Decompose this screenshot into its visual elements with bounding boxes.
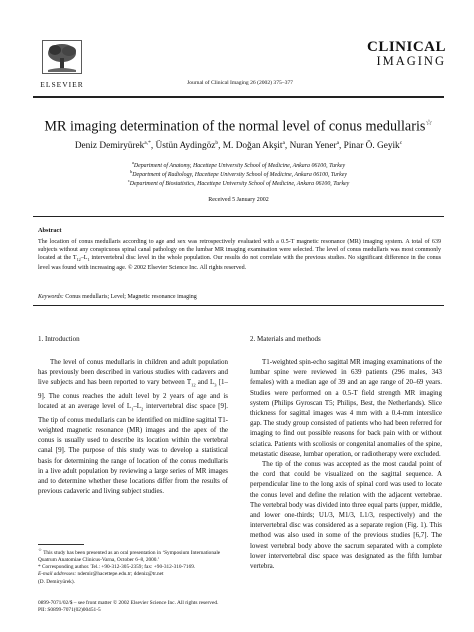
abstract-body: The location of conus medullaris according to age and sex was retrospectively evaluated with a 0.5-T magnetic resonance (MR) imaging system. A total of 639 subjects without any conspicuous spinal canal pathology on the lumbar MR imaging examination were selected. The level of conus medullaris was most commonly located at the $T_{12}-L_1$ intervertebral disc level in the whole population. Our results do not correlate with the previous studies. No significant difference in the conus level was found with increasing age. © 2002 Elsevier Science Inc. All rights reserved.: [38, 239, 442, 272]
publisher-footer-pii: PII: S0899-7071(02)00451-5: [38, 607, 101, 614]
footnote-rule: [38, 544, 84, 545]
author-separator: ,: [339, 141, 344, 152]
publisher-footer-copyright: 0899-7071/02/$ – see front matter © 2002 Elsevier Science Inc. All rights reserved.: [38, 600, 219, 606]
abstract-bottom-rule: [33, 305, 444, 306]
affiliation-a-text: Department of Anatomy, Hacettepe University School of Medicine, Ankara 06100, Turkey: [133, 162, 346, 169]
author-separator: ,: [284, 141, 290, 152]
footnote-email-owner: (D. Demiryürek).: [38, 578, 75, 585]
author-name: Deniz Demiryürek: [74, 141, 145, 152]
materials-methods-section: [250, 335, 442, 571]
article-title-block: [33, 118, 444, 136]
journal-citation: Journal of Clinical Imaging 26 (2002) 375–377: [187, 80, 293, 86]
elsevier-tree-icon: [42, 40, 82, 74]
affiliation-c-text: Department of Biostatistics, Hacettepe University School of Medicine, Ankara 06100, Turkey: [129, 180, 350, 187]
author-separator: ,: [218, 141, 223, 152]
author-name: Üstün Aydingöz: [155, 141, 216, 152]
affiliation-c: [33, 178, 444, 187]
publisher-logo: [33, 40, 91, 89]
author-name: Pinar Ö. Geyik: [343, 141, 400, 152]
footnote-email: E-mail addresses: ndemir@hacettepe.edu.tr; ddeniz@tr.net: [38, 571, 164, 578]
author-name: Nuran Yener: [289, 141, 337, 152]
keywords: [38, 294, 197, 300]
author-affiliation-mark: a,*: [144, 140, 151, 146]
keywords-label: Keywords:: [38, 294, 64, 300]
abstract-top-rule: [33, 216, 444, 217]
affiliation-b-mark: b: [130, 169, 133, 174]
journal-logo-line2: IMAGING: [376, 54, 446, 68]
section-heading-materials-methods: 2. Materials and methods: [250, 335, 321, 343]
affiliation-a: [33, 160, 444, 169]
author-affiliation-mark: a: [282, 140, 285, 146]
author-name: M. Doğan Akşit: [222, 141, 283, 152]
introduction-section: [38, 335, 228, 496]
received-date: Received 5 January 2002: [208, 197, 269, 203]
title-footnote-mark: ☆: [425, 118, 433, 127]
footnote-corresponding: * Corresponding author. Tel.: +90-312-305-2359; fax: +90-312-310-7169.: [38, 564, 196, 571]
author-affiliation-mark: a: [336, 140, 340, 146]
journal-logo: [344, 40, 446, 68]
author-separator: ,: [150, 141, 156, 152]
article-title: MR imaging determination of the normal level of conus medullaris: [44, 118, 426, 135]
affiliation-c-mark: c: [127, 178, 130, 183]
affiliation-a-mark: a: [131, 160, 134, 165]
footnotes: [38, 546, 228, 586]
affiliation-b-text: Department of Radiology, Hacettepe University School of Medicine, Ankara 06100, Turkey: [132, 171, 347, 178]
header-rule: [33, 96, 444, 98]
journal-logo-line1: CLINICAL: [366, 39, 446, 55]
publisher-footer: [38, 600, 218, 614]
author-affiliation-mark: b: [215, 140, 219, 146]
abstract-heading: Abstract: [38, 227, 62, 234]
footnote-presentation: ☆ This study has been presented as an oral presentation in ‘Symposium Internationale Quatrum Anatomiae Clinicus-Varna, October 6–8, 2000.’: [38, 547, 221, 563]
keywords-text: Conus medullaris; Level; Magnetic resonance imaging: [65, 294, 197, 300]
author-affiliation-mark: c: [399, 140, 403, 146]
materials-methods-paragraph-2: The tip of the conus was accepted as the most caudal point of the cord that could be visualized on the sagittal sequence. A perpendicular line to the long axis of spinal cord was used to locate the conus level and define the relation with the adjacent vertebrae. The vertebral body was divided into three equal parts (upper, middle, and lower one-thirds; U1/3, M1/3, L1/3, respectively) and the intervertebral disc was considered as a separate region (Fig. 1). This method was also used in some of the previous studies [6,7]. The lowest vertebral body above the sacrum separated with a complete lower intervertebral disc space was designated as the fifth lumbar vertebra.: [250, 460, 442, 571]
publisher-name: ELSEVIER: [40, 80, 84, 89]
introduction-paragraph: The level of conus medullaris in children and adult population has previously been described in various studies with cadavers and live subjects and has been reported to vary between $T_{12}$ and $L_3$ [1–9]. The conus reaches the adult level by 2 years of age and is located at an average level of $L_1-L_2$ intervertebral disc space [9]. The tip of conus medullaris can be identified on midline sagittal T1-weighted magnetic resonance (MR) images and the apex of the conus is usually used to describe its location within the vertebral canal [9]. The purpose of this study was to develop a statistical basis for determining the range of location of the conus medullaris in a live adult population by reviewing a large series of MR images and to determine whether these locations differ from the results of previous cadaveric and living subject studies.: [38, 358, 228, 496]
author-list: [33, 140, 444, 151]
materials-methods-paragraph-1: T1-weighted spin-echo sagittal MR imaging examinations of the lumbar spine were reviewed in 639 patients (296 males, 343 females) with a median age of 39 and an age range of 20–69 years. Studies were performed on a 0.5-T field strength MR imaging system (Philips Gyroscan T5; Philips, Best, the Netherlands). Slice thickness for sagittal images was 4 mm with a 0.4-mm interslice gap. The study group consisted of patients who had been referred for imaging to find out possible reasons for back pain with or without sciatica. Patients with scoliosis or congenital anomalies of the spine, metastatic disease, lumbar operation, or radiotherapy were excluded.: [250, 358, 442, 458]
section-heading-introduction: 1. Introduction: [38, 335, 80, 343]
affiliation-b: [33, 169, 444, 178]
